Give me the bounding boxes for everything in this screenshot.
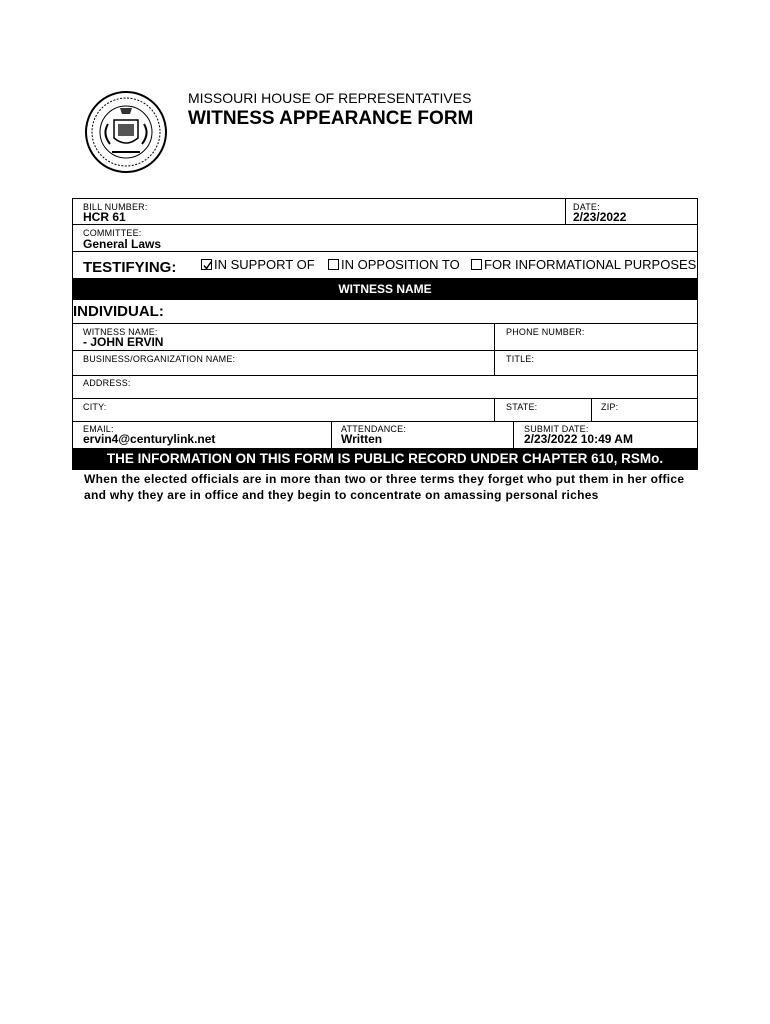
public-record-notice: THE INFORMATION ON THIS FORM IS PUBLIC RECORD UNDER CHAPTER 610, RSMo.	[73, 448, 697, 470]
attendance-label: ATTENDANCE:	[341, 424, 407, 434]
address-label: ADDRESS:	[83, 378, 131, 388]
comment-line-1: When the elected officials are in more than two or three terms they forget who put them in her office	[84, 472, 685, 486]
email-label: EMAIL:	[83, 424, 114, 434]
witness-name-value: - JOHN ERVIN	[83, 335, 164, 349]
individual-label: INDIVIDUAL:	[73, 303, 164, 320]
witness-form	[72, 198, 698, 470]
committee-value: General Laws	[83, 237, 162, 251]
support-option-label: IN SUPPORT OF	[214, 257, 315, 272]
witness-comment	[84, 472, 684, 503]
date-value: 2/23/2022	[573, 210, 627, 224]
witness-name-header: WITNESS NAME	[73, 278, 697, 300]
organization-name: MISSOURI HOUSE OF REPRESENTATIVES	[188, 90, 472, 106]
support-checkbox[interactable]	[201, 259, 212, 270]
state-seal-icon	[84, 90, 168, 174]
city-label: CITY:	[83, 402, 107, 412]
zip-label: ZIP:	[601, 402, 619, 412]
testifying-label: TESTIFYING:	[83, 259, 177, 276]
informational-option-label: FOR INFORMATIONAL PURPOSES	[484, 257, 697, 272]
form-title: WITNESS APPEARANCE FORM	[188, 108, 474, 129]
opposition-checkbox[interactable]	[328, 259, 339, 270]
attendance-value: Written	[341, 432, 383, 446]
state-label: STATE:	[506, 402, 538, 412]
committee-label: COMMITTEE:	[83, 228, 142, 238]
title-label: TITLE:	[506, 354, 535, 364]
business-name-label: BUSINESS/ORGANIZATION NAME:	[83, 354, 236, 364]
submit-date-label: SUBMIT DATE:	[524, 424, 589, 434]
witness-name-label: WITNESS NAME:	[83, 327, 158, 337]
informational-option[interactable]	[471, 257, 696, 272]
bill-number-value: HCR 61	[83, 210, 126, 224]
bill-number-label: BILL NUMBER:	[83, 202, 148, 212]
date-label: DATE:	[573, 202, 600, 212]
phone-number-label: PHONE NUMBER:	[506, 327, 585, 337]
email-value: ervin4@centurylink.net	[83, 432, 216, 446]
support-option[interactable]	[201, 257, 315, 272]
opposition-option[interactable]	[328, 257, 460, 272]
informational-checkbox[interactable]	[471, 259, 482, 270]
opposition-option-label: IN OPPOSITION TO	[341, 257, 460, 272]
comment-line-2: and why they are in office and they begin to concentrate on amassing personal riches	[84, 487, 599, 502]
checkmark-icon	[202, 260, 213, 271]
submit-date-value: 2/23/2022 10:49 AM	[524, 432, 633, 446]
